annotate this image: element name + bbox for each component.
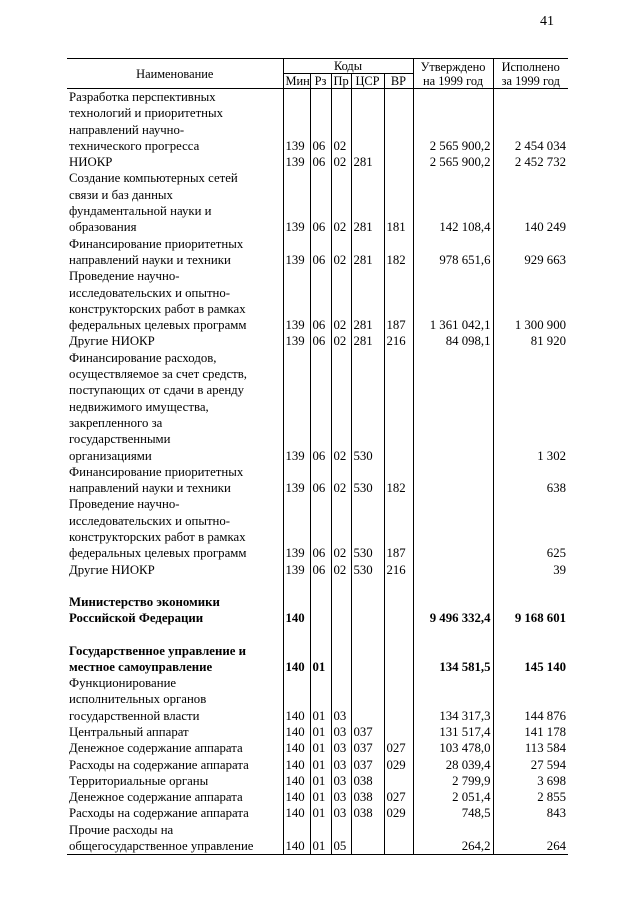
cell-min: 139	[283, 170, 310, 235]
cell-executed: 843	[493, 805, 568, 821]
cell-min: 139	[283, 236, 310, 269]
name-line: исследовательских и опытно-	[69, 513, 231, 528]
cell-rz: 06	[310, 236, 331, 269]
table-row	[67, 773, 568, 789]
cell-vr	[384, 643, 413, 676]
cell-name	[67, 268, 283, 333]
name-line: местное самоуправление	[69, 659, 213, 674]
name-line: исполнительных органов	[69, 692, 207, 707]
cell-approved: 134 581,5	[413, 643, 493, 676]
cell-pr	[331, 643, 351, 676]
cell-vr: 216	[384, 333, 413, 349]
cell-name	[67, 805, 283, 821]
cell-rz: 01	[310, 822, 331, 855]
header-min: Мин	[283, 74, 310, 89]
cell-approved: 84 098,1	[413, 333, 493, 349]
cell-rz: 06	[310, 154, 331, 170]
cell-name	[67, 578, 283, 594]
cell-vr: 187	[384, 496, 413, 561]
cell-rz: 06	[310, 333, 331, 349]
cell-min: 139	[283, 89, 310, 155]
table-row	[67, 643, 568, 676]
table-row	[67, 822, 568, 855]
cell-pr: 03	[331, 675, 351, 724]
table-row	[67, 170, 568, 235]
cell-rz	[310, 594, 331, 627]
name-line: Денежное содержание аппарата	[69, 741, 243, 756]
cell-pr: 03	[331, 773, 351, 789]
cell-vr	[384, 627, 413, 643]
cell-name	[67, 643, 283, 676]
cell-csr: 037	[351, 740, 384, 756]
cell-approved: 1 361 042,1	[413, 268, 493, 333]
cell-name	[67, 496, 283, 561]
cell-approved: 9 496 332,4	[413, 594, 493, 627]
cell-name	[67, 562, 283, 578]
cell-pr	[331, 578, 351, 594]
cell-executed: 929 663	[493, 236, 568, 269]
cell-pr: 02	[331, 236, 351, 269]
cell-pr: 02	[331, 496, 351, 561]
cell-rz: 01	[310, 757, 331, 773]
cell-executed: 2 452 732	[493, 154, 568, 170]
cell-approved: 28 039,4	[413, 757, 493, 773]
page-number: 41	[540, 14, 554, 29]
name-line: Проведение научно-	[69, 269, 180, 284]
cell-csr: 037	[351, 724, 384, 740]
cell-vr	[384, 154, 413, 170]
name-line: государственной власти	[69, 708, 200, 723]
cell-executed: 145 140	[493, 643, 568, 676]
cell-vr: 029	[384, 805, 413, 821]
cell-min: 139	[283, 333, 310, 349]
cell-csr: 281	[351, 268, 384, 333]
cell-pr: 02	[331, 154, 351, 170]
name-line: НИОКР	[69, 155, 113, 170]
cell-pr: 02	[331, 333, 351, 349]
name-line: образования	[69, 220, 137, 235]
cell-rz: 01	[310, 740, 331, 756]
name-line: фундаментальной науки и	[69, 204, 212, 219]
name-line: государственными	[69, 432, 171, 447]
cell-executed: 81 920	[493, 333, 568, 349]
cell-min: 140	[283, 757, 310, 773]
cell-min: 140	[283, 773, 310, 789]
name-line: поступающих от сдачи в аренду	[69, 383, 245, 398]
name-line: направлений науки и техники	[69, 252, 231, 267]
cell-vr	[384, 724, 413, 740]
cell-executed: 27 594	[493, 757, 568, 773]
cell-rz: 06	[310, 464, 331, 497]
cell-csr: 530	[351, 350, 384, 464]
cell-executed: 2 454 034	[493, 89, 568, 155]
cell-vr: 027	[384, 740, 413, 756]
cell-rz: 01	[310, 675, 331, 724]
name-line: Прочие расходы на	[69, 822, 174, 837]
cell-pr: 02	[331, 268, 351, 333]
cell-vr: 187	[384, 268, 413, 333]
cell-approved	[413, 562, 493, 578]
cell-pr: 03	[331, 789, 351, 805]
cell-pr: 03	[331, 724, 351, 740]
cell-executed: 625	[493, 496, 568, 561]
cell-approved: 748,5	[413, 805, 493, 821]
cell-rz: 01	[310, 805, 331, 821]
header-csr: ЦСР	[351, 74, 384, 89]
cell-pr: 02	[331, 89, 351, 155]
cell-executed: 140 249	[493, 170, 568, 235]
cell-pr	[331, 594, 351, 627]
name-line: закрепленного за	[69, 415, 163, 430]
table-row	[67, 757, 568, 773]
cell-vr	[384, 594, 413, 627]
cell-csr	[351, 643, 384, 676]
cell-name	[67, 724, 283, 740]
cell-min: 139	[283, 154, 310, 170]
cell-min: 139	[283, 562, 310, 578]
name-line: общегосударственное управление	[69, 839, 254, 854]
name-line: Другие НИОКР	[69, 334, 155, 349]
name-line: направлений научно-	[69, 122, 185, 137]
table-row	[67, 350, 568, 464]
name-line: Российской Федерации	[69, 611, 204, 626]
cell-csr: 281	[351, 154, 384, 170]
cell-min: 140	[283, 675, 310, 724]
cell-vr: 181	[384, 170, 413, 235]
cell-approved	[413, 627, 493, 643]
cell-pr: 03	[331, 757, 351, 773]
cell-rz: 06	[310, 89, 331, 155]
name-line: организациями	[69, 448, 152, 463]
cell-min: 140	[283, 789, 310, 805]
cell-csr: 281	[351, 333, 384, 349]
cell-name	[67, 757, 283, 773]
cell-csr	[351, 89, 384, 155]
header-vr: ВР	[384, 74, 413, 89]
cell-vr: 216	[384, 562, 413, 578]
name-line: Расходы на содержание аппарата	[69, 757, 249, 772]
table-row	[67, 789, 568, 805]
name-line: конструкторских работ в рамках	[69, 301, 246, 316]
cell-rz	[310, 578, 331, 594]
cell-executed: 2 855	[493, 789, 568, 805]
cell-executed	[493, 627, 568, 643]
cell-executed: 144 876	[493, 675, 568, 724]
cell-csr	[351, 822, 384, 855]
cell-name	[67, 594, 283, 627]
cell-min: 140	[283, 594, 310, 627]
cell-min: 140	[283, 643, 310, 676]
table-row	[67, 236, 568, 269]
cell-name	[67, 822, 283, 855]
cell-executed: 39	[493, 562, 568, 578]
cell-name	[67, 789, 283, 805]
cell-executed: 113 584	[493, 740, 568, 756]
cell-vr	[384, 578, 413, 594]
cell-executed: 3 698	[493, 773, 568, 789]
cell-csr: 037	[351, 757, 384, 773]
name-line: технологий и приоритетных	[69, 106, 224, 121]
name-line: Расходы на содержание аппарата	[69, 806, 249, 821]
cell-pr: 03	[331, 740, 351, 756]
cell-approved: 2 565 900,2	[413, 154, 493, 170]
name-line: технического прогресса	[69, 138, 200, 153]
cell-name	[67, 170, 283, 235]
table-row	[67, 268, 568, 333]
cell-pr: 02	[331, 350, 351, 464]
name-line: Создание компьютерных сетей	[69, 171, 238, 186]
header-codes: Коды	[283, 59, 413, 74]
name-line: конструкторских работ в рамках	[69, 530, 246, 545]
name-line: Денежное содержание аппарата	[69, 790, 243, 805]
cell-name	[67, 464, 283, 497]
cell-min: 140	[283, 724, 310, 740]
header-executed-line2: за 1999 год	[493, 74, 568, 89]
cell-approved: 2 799,9	[413, 773, 493, 789]
table-body	[67, 89, 568, 855]
cell-min: 139	[283, 350, 310, 464]
table-row	[67, 675, 568, 724]
cell-csr: 530	[351, 496, 384, 561]
cell-name	[67, 773, 283, 789]
name-line: Финансирование приоритетных	[69, 464, 244, 479]
cell-vr: 027	[384, 789, 413, 805]
name-line: Другие НИОКР	[69, 562, 155, 577]
cell-approved	[413, 464, 493, 497]
cell-executed: 141 178	[493, 724, 568, 740]
cell-approved: 2 565 900,2	[413, 89, 493, 155]
cell-vr	[384, 773, 413, 789]
cell-executed: 638	[493, 464, 568, 497]
table-row	[67, 724, 568, 740]
cell-min	[283, 578, 310, 594]
cell-approved	[413, 350, 493, 464]
name-line: связи и баз данных	[69, 187, 173, 202]
cell-pr: 02	[331, 464, 351, 497]
cell-rz: 01	[310, 643, 331, 676]
table-row	[67, 496, 568, 561]
cell-approved	[413, 578, 493, 594]
cell-csr: 530	[351, 464, 384, 497]
spacer-row	[67, 627, 568, 643]
cell-csr: 530	[351, 562, 384, 578]
cell-csr: 281	[351, 236, 384, 269]
cell-rz: 01	[310, 789, 331, 805]
cell-vr: 029	[384, 757, 413, 773]
name-line: исследовательских и опытно-	[69, 285, 231, 300]
cell-name	[67, 333, 283, 349]
table-row	[67, 562, 568, 578]
cell-min: 139	[283, 268, 310, 333]
cell-rz: 06	[310, 562, 331, 578]
name-line: Министерство экономики	[69, 594, 220, 609]
cell-csr: 038	[351, 805, 384, 821]
cell-vr: 182	[384, 236, 413, 269]
name-line: Финансирование расходов,	[69, 350, 217, 365]
cell-min: 140	[283, 822, 310, 855]
cell-pr: 05	[331, 822, 351, 855]
cell-name	[67, 627, 283, 643]
table-row	[67, 333, 568, 349]
name-line: федеральных целевых программ	[69, 546, 247, 561]
cell-rz: 01	[310, 773, 331, 789]
header-rz: Рз	[310, 74, 331, 89]
cell-rz	[310, 627, 331, 643]
name-line: направлений науки и техники	[69, 481, 231, 496]
cell-approved	[413, 496, 493, 561]
header-approved-line2: на 1999 год	[413, 74, 493, 89]
cell-name	[67, 89, 283, 155]
cell-executed: 264	[493, 822, 568, 855]
cell-executed	[493, 578, 568, 594]
name-line: Центральный аппарат	[69, 724, 189, 739]
cell-rz: 06	[310, 170, 331, 235]
cell-executed: 1 302	[493, 350, 568, 464]
cell-approved: 2 051,4	[413, 789, 493, 805]
cell-pr: 02	[331, 170, 351, 235]
cell-name	[67, 236, 283, 269]
cell-min	[283, 627, 310, 643]
table-row	[67, 154, 568, 170]
cell-vr: 182	[384, 464, 413, 497]
cell-csr	[351, 578, 384, 594]
cell-approved: 103 478,0	[413, 740, 493, 756]
cell-name	[67, 740, 283, 756]
cell-vr	[384, 822, 413, 855]
cell-min: 139	[283, 496, 310, 561]
name-line: Финансирование приоритетных	[69, 236, 244, 251]
budget-table	[67, 58, 568, 855]
name-line: Разработка перспективных	[69, 90, 216, 104]
cell-csr	[351, 594, 384, 627]
cell-vr	[384, 350, 413, 464]
cell-pr	[331, 627, 351, 643]
cell-csr: 038	[351, 773, 384, 789]
name-line: Государственное управление и	[69, 643, 246, 658]
cell-pr: 02	[331, 562, 351, 578]
name-line: недвижимого имущества,	[69, 399, 209, 414]
cell-executed: 1 300 900	[493, 268, 568, 333]
cell-csr	[351, 627, 384, 643]
cell-approved: 264,2	[413, 822, 493, 855]
cell-csr: 281	[351, 170, 384, 235]
table-row	[67, 805, 568, 821]
name-line: Проведение научно-	[69, 497, 180, 512]
cell-approved: 978 651,6	[413, 236, 493, 269]
cell-name	[67, 675, 283, 724]
cell-name	[67, 350, 283, 464]
cell-pr: 03	[331, 805, 351, 821]
table-row	[67, 594, 568, 627]
cell-min: 140	[283, 740, 310, 756]
header-pr: Пр	[331, 74, 351, 89]
header-executed-line1: Исполнено	[493, 59, 568, 74]
cell-executed: 9 168 601	[493, 594, 568, 627]
cell-approved: 131 517,4	[413, 724, 493, 740]
cell-rz: 06	[310, 496, 331, 561]
cell-name	[67, 154, 283, 170]
cell-approved: 134 317,3	[413, 675, 493, 724]
cell-min: 140	[283, 805, 310, 821]
name-line: федеральных целевых программ	[69, 318, 247, 333]
header-name: Наименование	[67, 59, 283, 89]
name-line: Территориальные органы	[69, 773, 209, 788]
header-approved-line1: Утверждено	[413, 59, 493, 74]
cell-rz: 06	[310, 350, 331, 464]
table-row	[67, 89, 568, 155]
table-row	[67, 740, 568, 756]
cell-csr: 038	[351, 789, 384, 805]
name-line: осуществляемое за счет средств,	[69, 367, 247, 382]
cell-vr	[384, 675, 413, 724]
cell-rz: 06	[310, 268, 331, 333]
cell-approved: 142 108,4	[413, 170, 493, 235]
cell-rz: 01	[310, 724, 331, 740]
cell-csr	[351, 675, 384, 724]
name-line: Функционирование	[69, 676, 177, 691]
spacer-row	[67, 578, 568, 594]
cell-min: 139	[283, 464, 310, 497]
table-row	[67, 464, 568, 497]
cell-vr	[384, 89, 413, 155]
